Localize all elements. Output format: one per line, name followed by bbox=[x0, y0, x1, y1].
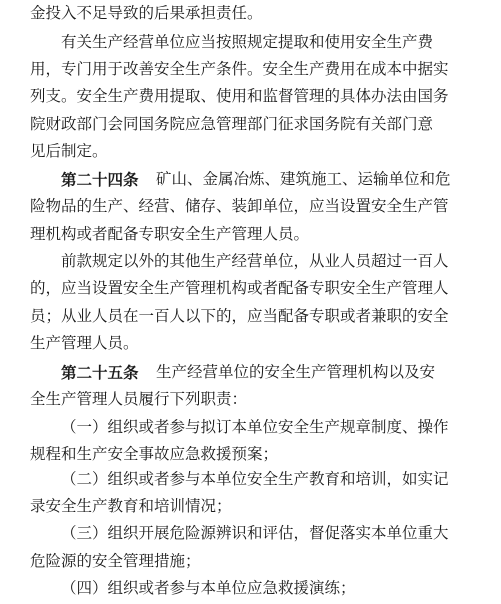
list-item-line: （三）组织开展危险源辨识和评估，督促落实本单位重大 bbox=[61, 524, 449, 543]
text-line: 全生产管理人员履行下列职责： bbox=[30, 390, 248, 409]
list-item-line: 规程和生产安全事故应急救援预案； bbox=[30, 444, 279, 463]
text-line: 前款规定以外的其他生产经营单位，从业人员超过一百人 bbox=[61, 252, 449, 271]
article-heading: 第二十五条 bbox=[61, 362, 139, 382]
text-line: 见后制定。 bbox=[30, 142, 108, 160]
text-line: 金投入不足导致的后果承担责任。 bbox=[30, 3, 263, 22]
list-item-line: （一）组织或者参与拟订本单位安全生产规章制度、操作 bbox=[61, 417, 449, 436]
text-line: 员；从业人员在一百人以下的，应当配备专职或者兼职的安全 bbox=[30, 306, 449, 325]
text-line: 险物品的生产、经营、储存、装卸单位，应当设置安全生产管 bbox=[30, 197, 449, 216]
article-heading: 第二十四条 bbox=[61, 170, 139, 190]
text-line: 用，专门用于改善安全生产条件。安全生产费用在成本中据实 bbox=[30, 60, 449, 79]
text-line: 的，应当设置安全生产管理机构或者配备专职安全生产管理人 bbox=[30, 279, 449, 298]
text-line: 生产经营单位的安全生产管理机构以及安 bbox=[156, 362, 436, 381]
text-line: 生产管理人员。 bbox=[30, 334, 139, 353]
list-item-line: （四）组织或者参与本单位应急救援演练； bbox=[61, 579, 356, 597]
text-line: 列支。安全生产费用提取、使用和监督管理的具体办法由国务 bbox=[30, 87, 449, 106]
text-line: 有关生产经营单位应当按照规定提取和使用安全生产费 bbox=[61, 32, 434, 51]
text-line: 院财政部门会同国务院应急管理部门征求国务院有关部门意 bbox=[30, 114, 434, 133]
list-item-line: （二）组织或者参与本单位安全生产教育和培训，如实记 bbox=[61, 469, 449, 488]
list-item-line: 录安全生产教育和培训情况； bbox=[30, 497, 232, 516]
text-line: 理机构或者配备专职安全生产管理人员。 bbox=[30, 224, 310, 243]
text-line: 矿山、金属冶炼、建筑施工、运输单位和危 bbox=[156, 170, 451, 189]
list-item-line: 危险源的安全管理措施； bbox=[30, 551, 201, 570]
